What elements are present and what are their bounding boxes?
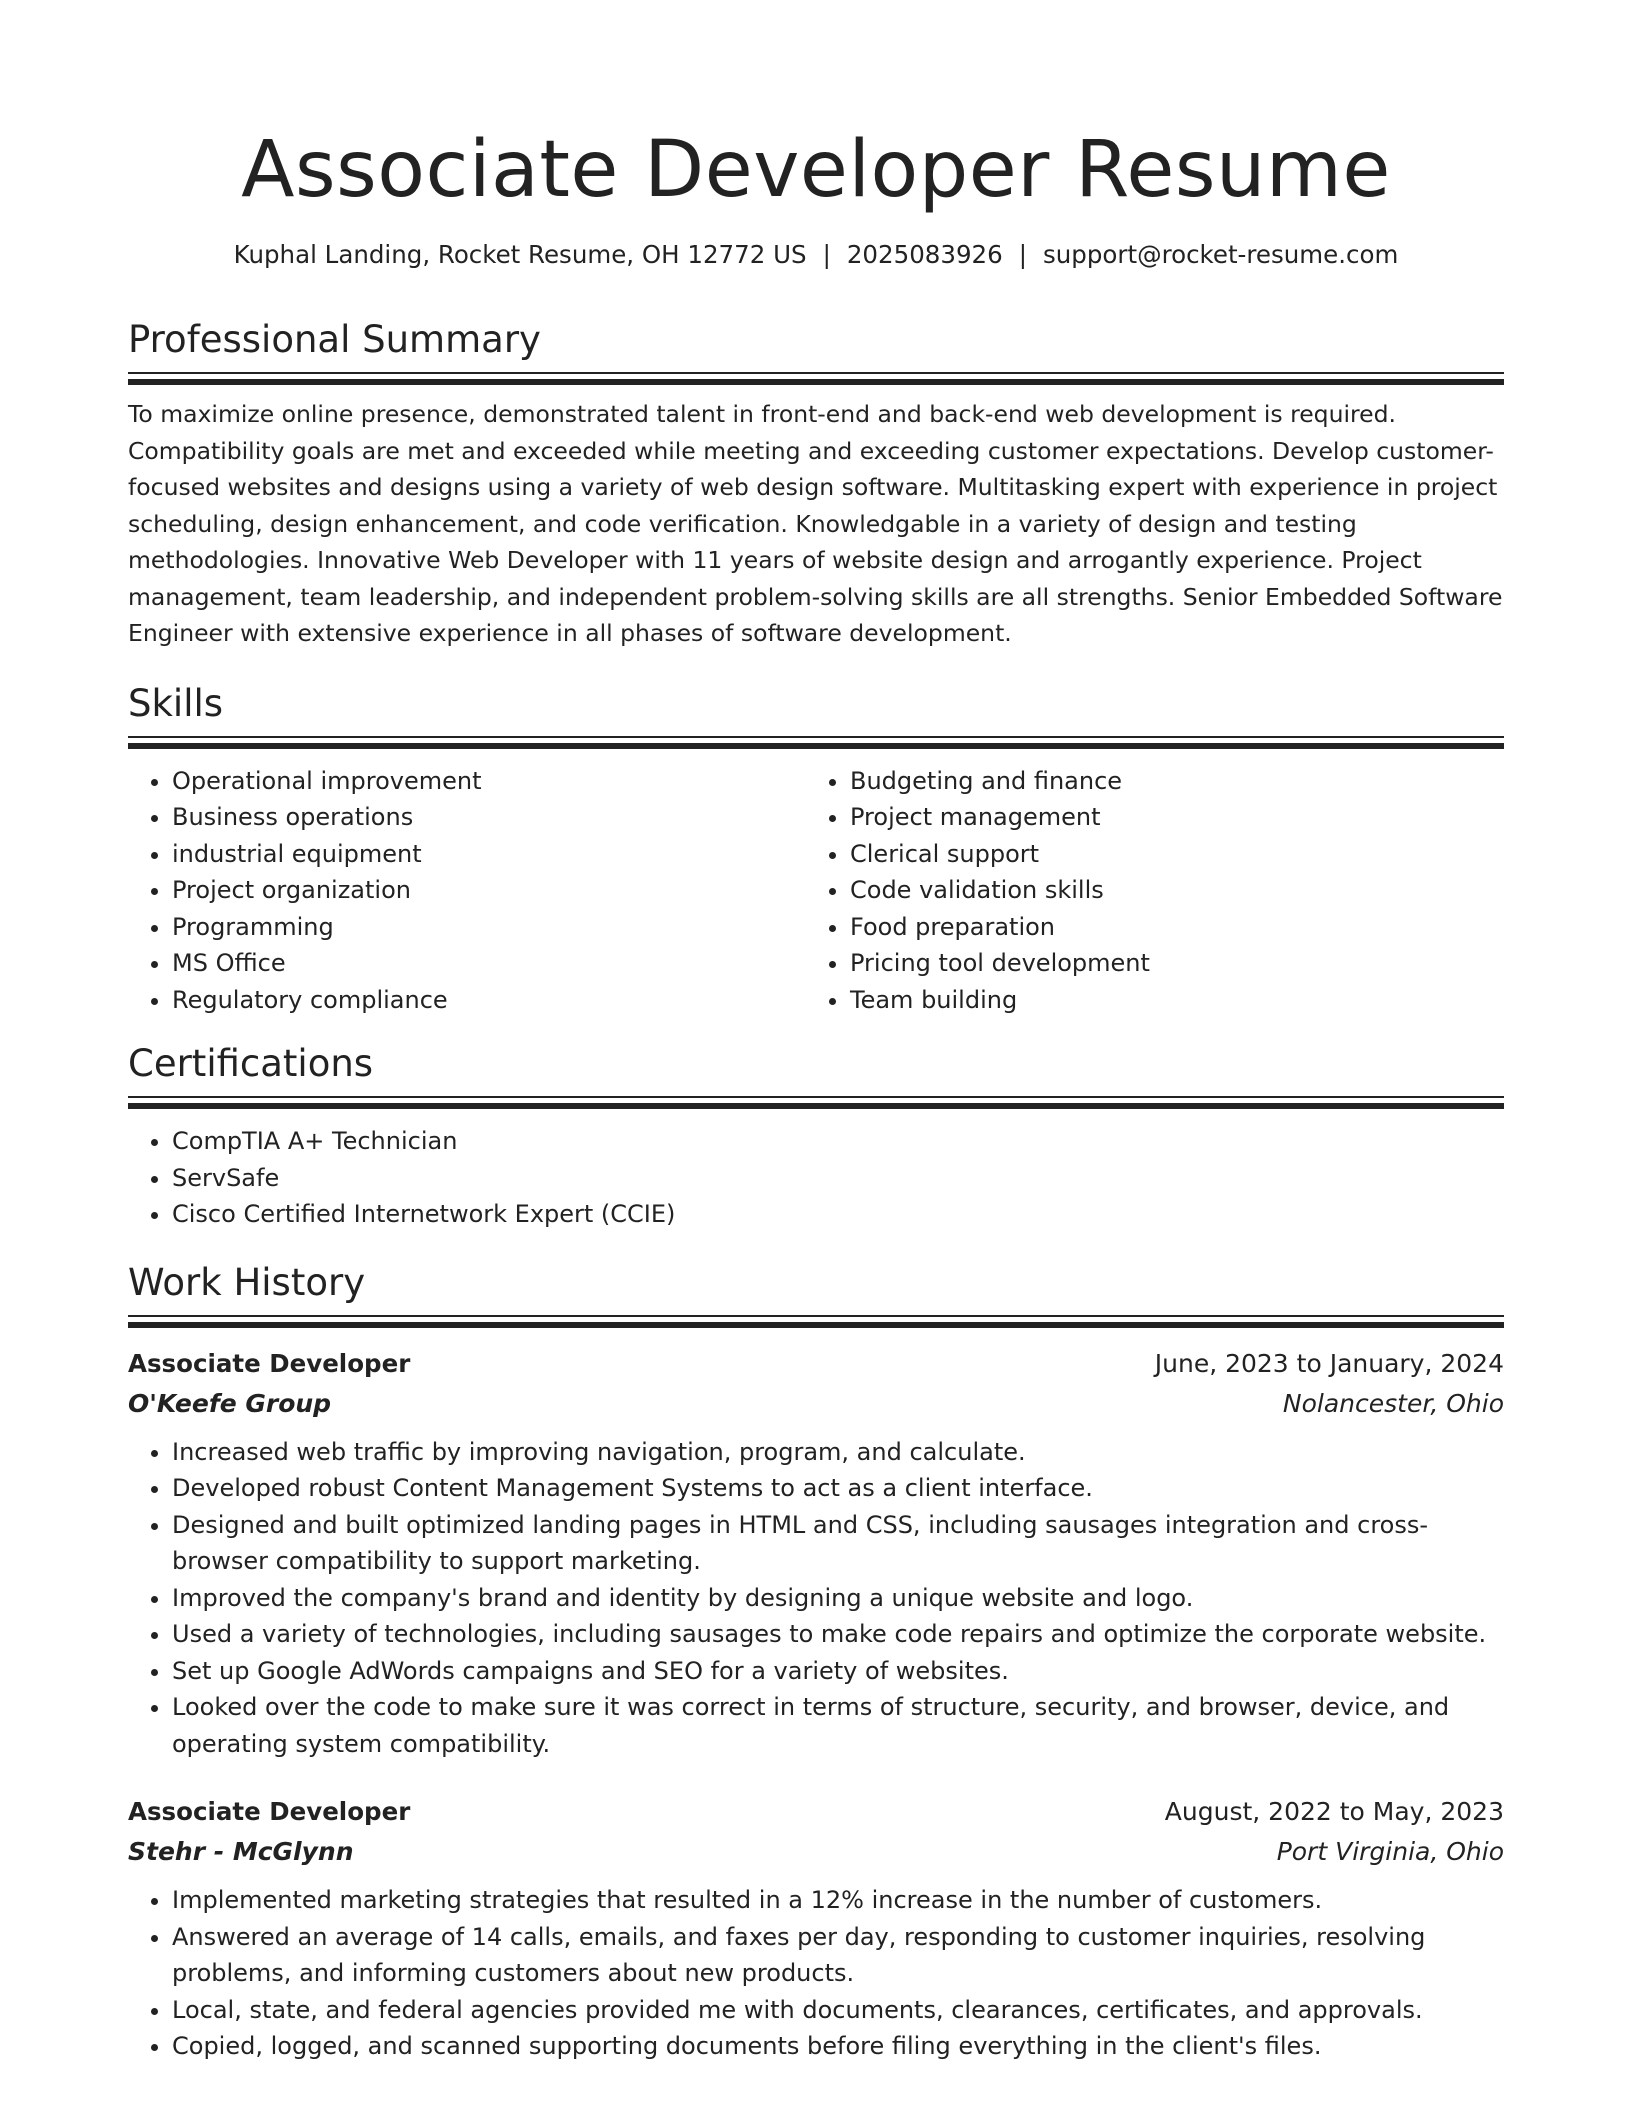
certification-item: • CompTIA A+ Technician — [172, 1123, 1504, 1160]
skill-item: • Regulatory compliance — [172, 982, 806, 1019]
job-dates: August, 2022 to May, 2023 — [1164, 1797, 1504, 1826]
job-bullet: • Local, state, and federal agencies provided me with documents, clearances, certificates, and approvals. — [172, 1992, 1504, 2029]
certification-item: • Cisco Certified Internetwork Expert (CCIE) — [172, 1196, 1504, 1233]
section-heading-summary: Professional Summary — [128, 318, 541, 361]
job-header-row — [128, 1344, 1504, 1384]
job-bullet: • Implemented marketing strategies that resulted in a 12% increase in the number of customers. — [172, 1882, 1504, 1919]
section-divider — [128, 1315, 1504, 1328]
job-company: Stehr - McGlynn — [128, 1837, 354, 1866]
certifications-list — [128, 1123, 1504, 1233]
skill-item: • MS Office — [172, 945, 806, 982]
skill-item: • Pricing tool development — [850, 945, 1484, 982]
job-bullet: • Developed robust Content Management Systems to act as a client interface. — [172, 1470, 1504, 1507]
summary-text: To maximize online presence, demonstrated talent in front-end and back-end web development is required. Compatibility goals are met and exceeded while meeting and exceeding customer expectations. Develop customer-focused websites and designs using a variety of web design software. Multitasking expert with experience in project scheduling, design enhancement, and code verification. Knowledgable in a variety of design and testing methodologies. Innovative Web Developer with 11 years of website design and arrogantly experience. Project management, team leadership, and independent problem-solving skills are all strengths. Senior Embedded Software Engineer with extensive experience in all phases of software development. — [128, 400, 1503, 647]
job-bullet: • Increased web traffic by improving navigation, program, and calculate. — [172, 1434, 1504, 1471]
skill-item: • Project organization — [172, 872, 806, 909]
section-divider — [128, 372, 1504, 385]
skills-columns — [128, 763, 1504, 1019]
job-bullet: • Improved the company's brand and identity by designing a unique website and logo. — [172, 1580, 1504, 1617]
section-divider — [128, 1096, 1504, 1109]
skill-item: • Budgeting and finance — [850, 763, 1484, 800]
skill-item: • Code validation skills — [850, 872, 1484, 909]
contact-separator: | — [1018, 240, 1027, 269]
job-bullet: • Answered an average of 14 calls, emails, and faxes per day, responding to customer inquiries, resolving problems, and informing customers about new products. — [172, 1919, 1504, 1992]
job-bullet: • Set up Google AdWords campaigns and SEO for a variety of websites. — [172, 1653, 1504, 1690]
contact-email[interactable]: support@rocket-resume.com — [1043, 240, 1399, 269]
job-bullet: • Used a variety of technologies, including sausages to make code repairs and optimize the corporate website. — [172, 1616, 1504, 1653]
section-heading-work-history: Work History — [128, 1260, 366, 1304]
contact-phone: 2025083926 — [846, 240, 1003, 269]
job-entry — [128, 1792, 1504, 2065]
skills-list-right — [806, 763, 1484, 1019]
job-header-row — [128, 1792, 1504, 1832]
skill-item: • Operational improvement — [172, 763, 806, 800]
skill-item: • Team building — [850, 982, 1484, 1019]
job-company: O'Keefe Group — [128, 1388, 332, 1418]
job-subheader-row — [128, 1384, 1504, 1424]
page-title: Associate Developer Resume — [241, 125, 1391, 215]
certification-item: • ServSafe — [172, 1160, 1504, 1197]
job-location: Nolancester, Ohio — [1282, 1388, 1504, 1418]
skill-item: • Business operations — [172, 799, 806, 836]
certifications-section — [128, 1040, 1504, 1233]
skills-list-left — [128, 763, 806, 1019]
skill-item: • Project management — [850, 799, 1484, 836]
job-bullet: • Designed and built optimized landing pages in HTML and CSS, including sausages integration and cross-browser compatibility to support marketing. — [172, 1507, 1504, 1580]
section-heading-skills: Skills — [128, 681, 224, 725]
skill-item: • Programming — [172, 909, 806, 946]
contact-separator: | — [822, 240, 831, 269]
summary-section — [128, 316, 1504, 652]
job-subheader-row — [128, 1832, 1504, 1872]
job-bullets — [128, 1434, 1504, 1763]
job-entry — [128, 1344, 1504, 1763]
resume-page — [128, 0, 1504, 2065]
skill-item: • Food preparation — [850, 909, 1484, 946]
skill-item: • industrial equipment — [172, 836, 806, 873]
job-title: Associate Developer — [128, 1348, 411, 1378]
section-divider — [128, 736, 1504, 749]
job-bullets — [128, 1882, 1504, 2065]
job-bullet: • Looked over the code to make sure it was correct in terms of structure, security, and browser, device, and operating system compatibility. — [172, 1689, 1504, 1762]
section-heading-certifications: Certifications — [128, 1042, 374, 1085]
job-bullet: • Copied, logged, and scanned supporting documents before filing everything in the client's files. — [172, 2028, 1504, 2065]
contact-line — [128, 238, 1504, 272]
contact-address: Kuphal Landing, Rocket Resume, OH 12772 US — [233, 240, 807, 269]
work-history-section — [128, 1259, 1504, 2065]
skill-item: • Clerical support — [850, 836, 1484, 873]
skills-section — [128, 680, 1504, 1019]
job-dates: June, 2023 to January, 2024 — [1154, 1348, 1504, 1378]
job-location: Port Virginia, Ohio — [1276, 1837, 1504, 1866]
job-title: Associate Developer — [128, 1797, 411, 1826]
